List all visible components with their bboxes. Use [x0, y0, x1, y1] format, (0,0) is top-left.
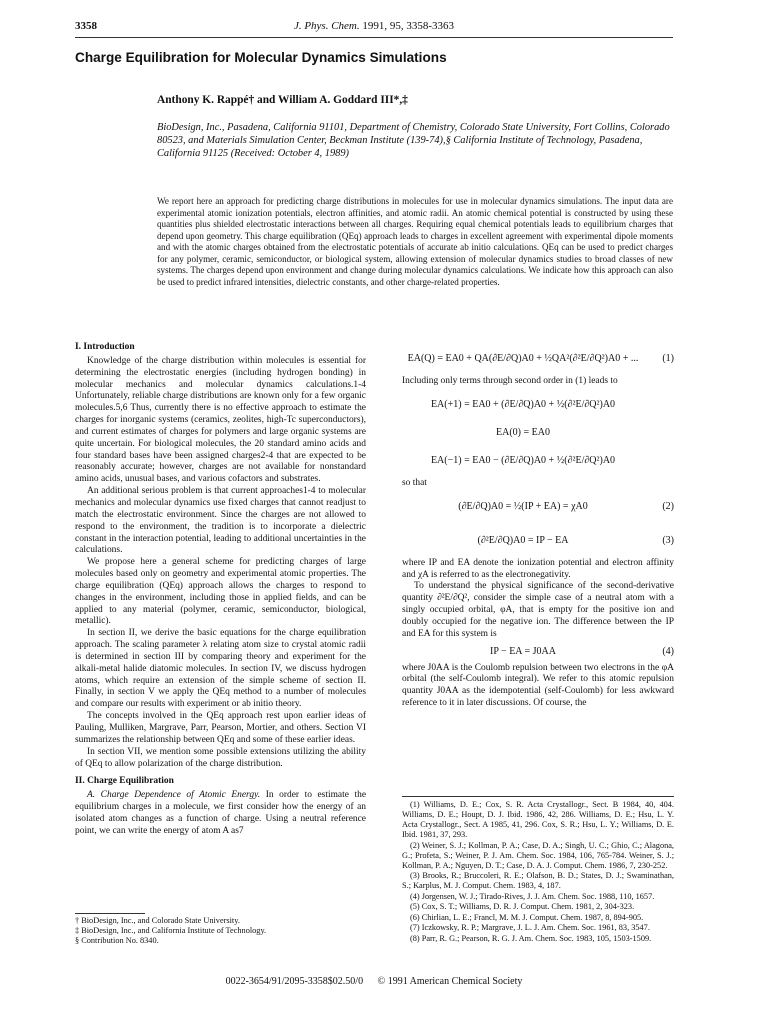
- article-title: Charge Equilibration for Molecular Dynamics Simulations: [75, 50, 447, 65]
- equation-body: (∂²E/∂Q)A0 = IP − EA: [477, 534, 569, 546]
- page-number: 3358: [75, 20, 97, 32]
- equation-body: EA(−1) = EA0 − (∂E/∂Q)A0 + ½(∂²E/∂Q²)A0: [430, 454, 616, 466]
- footnote-item: ‡ BioDesign, Inc., and California Institute of Technology.: [75, 926, 267, 935]
- copyright-notice: © 1991 American Chemical Society: [377, 976, 523, 987]
- equation-3: [402, 524, 674, 558]
- header-rule: [75, 37, 673, 38]
- subsection-heading: A. Charge Dependence of Atomic Energy.: [87, 790, 261, 801]
- reference-item: (2) Weiner, S. J.; Kollman, P. A.; Case, D. A.; Singh, U. C.; Ghio, C.; Alagona, G.; Profeta, S.; Weiner, P. J. Am. Chem. Soc. 1984, 106, 765-784. Weiner, S. J.; Kollman, P. A.; Nguyen, D. T.; Case, D. A. J. Comput. Chem. 1986, 7, 230-252.: [402, 840, 674, 870]
- journal-year-volume: 1991, 95, 3358-3363: [362, 20, 455, 32]
- page-footer: [75, 976, 673, 987]
- paragraph: where IP and EA denote the ionization potential and electron affinity and χA is referred to as the electronegativity.: [402, 557, 674, 580]
- footnote-item: § Contribution No. 8340.: [75, 936, 159, 945]
- equation-body: EA(Q) = EA0 + QA(∂E/∂Q)A0 + ½QA²(∂²E/∂Q²)A0 + ...: [407, 353, 639, 364]
- running-head: [75, 20, 673, 34]
- left-column: [75, 342, 366, 838]
- equation-number: (2): [662, 500, 674, 512]
- equation-body: EA(0) = EA0: [496, 426, 550, 438]
- equation-4: [402, 641, 674, 663]
- paragraph: In section VII, we mention some possible extensions utilizing the ability of QEq to allow polarization of the charge distribution.: [75, 746, 366, 769]
- equation-number: (1): [662, 353, 674, 364]
- footnotes: [75, 916, 366, 946]
- reference-item: (6) Chirlian, L. E.; Francl, M. M. J. Comput. Chem. 1987, 8, 894-905.: [410, 912, 644, 922]
- equation-number: (3): [662, 534, 674, 546]
- section-heading-introduction: I. Introduction: [75, 342, 135, 352]
- reference-item: (1) Williams, D. E.; Cox, S. R. Acta Crystallogr., Sect. B 1984, 40, 404. Williams, D. E.; Houpt, D. J. Ibid. 1986, 42, 286. Williams, D. E.; Hsu, L. Y. Acta Crystallogr., Sect. A 1985, 41, 296. Cox, S. R.; Hsu, L. Y.; Williams, D. E. Ibid. 1981, 37, 293.: [402, 800, 674, 839]
- paragraph-subsection-a: [75, 790, 366, 837]
- equation-body: (∂E/∂Q)A0 = ½(IP + EA) = χA0: [458, 500, 588, 512]
- right-column: [402, 342, 674, 710]
- paragraph-text: In order to estimate the equilibrium charges in a molecule, we first consider how the energy of an isolated atom changes as a function of charge. Using a neutral reference point, we can write the energy of atom A as7: [75, 790, 367, 836]
- author-list: Anthony K. Rappé† and William A. Goddard III*,‡: [157, 94, 408, 106]
- paragraph: The concepts involved in the QEq approach rest upon earlier ideas of Pauling, Mulliken, Margrave, Parr, Pearson, Mortier, and others. Section VI summarizes the relationship between QEq and some of these earlier ideas.: [75, 711, 366, 745]
- equation-plus: [402, 388, 674, 422]
- equation-minus: [402, 444, 674, 478]
- paragraph: Knowledge of the charge distribution within molecules is essential for determining the electrostatic energies (including hydrogen bonding) in molecular mechanics and molecular dynamics calculations.1-4 Unfortunately, reliable charge distributions are known only for a few organic molecules.5,6 Thus, currently there is no effective approach to estimate the charges for inorganic systems (ceramics, zeolites, high-Tc superconductors), and current estimates of charges for polymers and large organic systems are quite uncertain. For biological molecules, the 20 standard amino acids and four standard bases have been assigned charges2-4 that are expected to be reasonably accurate; however, charges are not available for nonstandard amino acids, unusual bases, and various cofactors and substrates.: [75, 355, 366, 485]
- paragraph: where J0AA is the Coulomb repulsion between two electrons in the φA orbital (the self-Coulomb integral). We refer to this atomic repulsion quantity J0AA as the idempotential (self-Coulomb) for less awkward reference to it in later discussions. Of course, the: [402, 662, 674, 709]
- author-affiliation: BioDesign, Inc., Pasadena, California 91101, Department of Chemistry, Colorado State University, Fort Collins, Colorado 80523, and Materials Simulation Center, Beckman Institute (139-74),§ California Institute of Technology, Pasadena, California 91125 (Received: October 4, 1989): [157, 122, 670, 159]
- abstract: We report here an approach for predicting charge distributions in molecules for use in molecular dynamics simulations. The input data are experimental atomic ionization potentials, electron affinities, and atomic radii. An atomic chemical potential is constructed by using these quantities plus shielded electrostatic interactions between all charges. Requiring equal chemical potentials leads to equilibrium charges that depend upon geometry. This charge equilibration (QEq) approach leads to charges in excellent agreement with experimental dipole moments and with the atomic charges obtained from the electrostatic potentials of accurate ab initio calculations. QEq can be used to predict charges for any polymer, ceramic, semiconductor, or biological system, allowing extension of molecular dynamics studies to broad classes of new systems. The charges depend upon environment and change during molecular dynamics calculations. We indicate how this approach can also be used to predict infrared intensities, dielectric constants, and other charge-related properties.: [157, 196, 673, 287]
- footnote-rule: [75, 913, 145, 914]
- equation-1: [402, 342, 674, 376]
- reference-item: (5) Cox, S. T.; Williams, D. R. J. Comput. Chem. 1981, 2, 304-323.: [410, 902, 635, 911]
- reference-list: [402, 800, 674, 944]
- reference-item: (4) Jorgensen, W. J.; Tirado-Rives, J. J. Am. Chem. Soc. 1988, 110, 1657.: [410, 891, 655, 901]
- journal-citation: [75, 20, 673, 32]
- equation-body: EA(+1) = EA0 + (∂E/∂Q)A0 + ½(∂²E/∂Q²)A0: [430, 398, 616, 410]
- references-rule: [402, 796, 674, 797]
- equation-2: [402, 490, 674, 524]
- footnote-item: † BioDesign, Inc., and Colorado State University.: [75, 916, 240, 925]
- article-code: 0022-3654/91/2095-3358$02.50/0: [225, 976, 364, 987]
- reference-item: (3) Brooks, R.; Bruccoleri, R. E.; Olafson, B. D.; States, D. J.; Swaminathan, S.; Karplus, M. J. Comput. Chem. 1983, 4, 187.: [402, 871, 674, 890]
- paragraph: To understand the physical significance of the second-derivative quantity ∂²E/∂Q², consider the simple case of a neutral atom with a singly occupied orbital, φA, that is empty for the positive ion and doubly occupied for the negative ion. The difference between the IP and EA for this system is: [402, 581, 674, 639]
- equation-zero: [402, 422, 674, 444]
- equation-number: (4): [662, 645, 674, 657]
- paragraph: Including only terms through second order in (1) leads to: [402, 376, 618, 386]
- paragraph: We propose here a general scheme for predicting charges of large molecules based only on geometry and experimental atomic properties. The charge equilibration (QEq) approach allows the charges to respond to changes in the environment, including those in applied fields, and can be applied to any material (polymer, ceramic, semiconductor, biological, metallic).: [75, 557, 366, 627]
- equation-body: IP − EA = J0AA: [490, 645, 556, 657]
- paragraph: An additional serious problem is that current approaches1-4 to molecular mechanics and molecular dynamics use fixed charges that cannot readjust to match the electrostatic environment. Since the charges are not allowed to respond to the environment, the tradition is to incorporate a dielectric constant in the interaction potential, leading to additional uncertainties in the calculations.: [75, 486, 366, 556]
- section-heading-charge-equilibration: II. Charge Equilibration: [75, 776, 174, 787]
- journal-name: J. Phys. Chem.: [293, 20, 360, 32]
- paragraph: so that: [402, 477, 427, 488]
- reference-item: (7) Iczkowsky, R. P.; Margrave, J. L. J. Am. Chem. Soc. 1961, 83, 3547.: [410, 923, 650, 932]
- paragraph: In section II, we derive the basic equations for the charge equilibration approach. The scaling parameter λ relating atom size to crystal atomic radii is determined in section III by comparing theory and experiment for the alkali-metal halide diatomic molecules. In section IV, we discuss hydrogen atoms, which require an extension of the simple scheme of section II. Finally, in section V we apply the QEq method to a number of molecules and compare our results with experiment or ab initio theory.: [75, 628, 366, 710]
- reference-item: (8) Parr, R. G.; Pearson, R. G. J. Am. Chem. Soc. 1983, 105, 1503-1509.: [410, 933, 652, 943]
